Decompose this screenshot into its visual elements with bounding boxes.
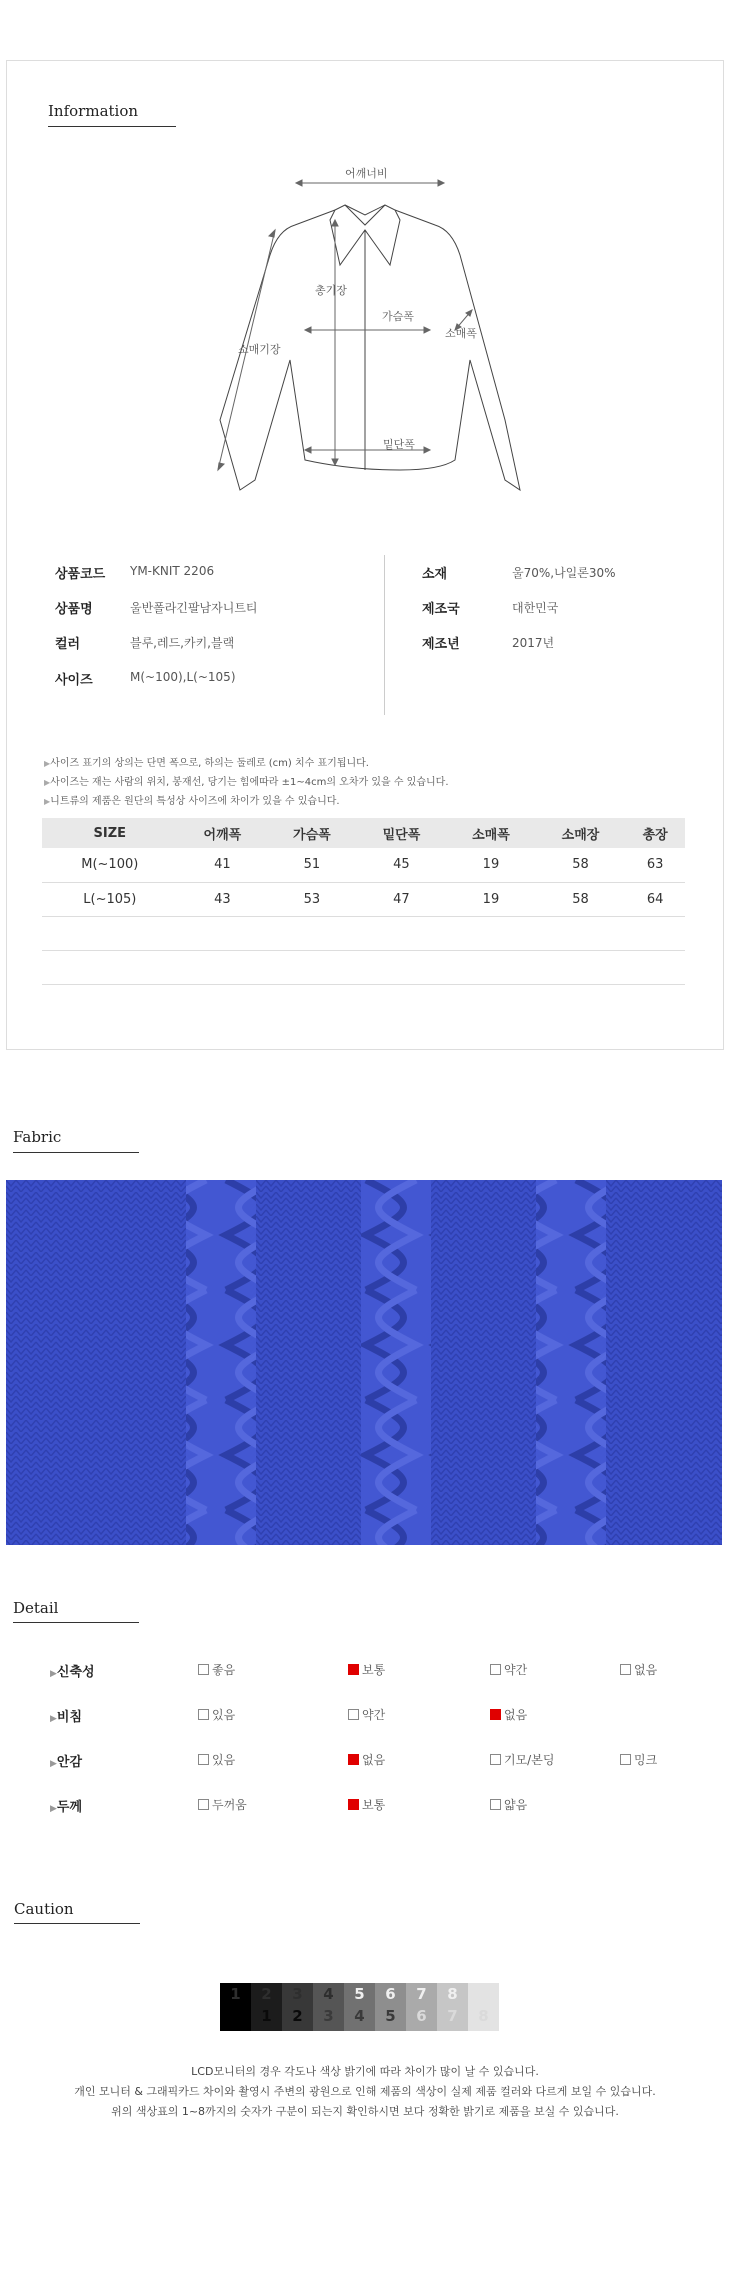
spec-label-code: 상품코드 [55,567,106,582]
caution-text-1: LCD모니터의 경우 각도나 색상 밝기에 따라 차이가 많이 날 수 있습니다. [191,2065,539,2078]
detail-option[interactable]: 두꺼움 [198,1796,247,1813]
brightness-swatch [251,1983,282,2031]
table-cell: 47 [357,882,447,916]
caution-title: Caution [14,1900,74,1918]
swatch-top-number: 4 [323,1985,334,2003]
spec-value-color: 블루,레드,카키,블랙 [130,636,235,650]
brightness-swatch [344,1983,375,2031]
table-cell: 19 [446,848,536,882]
checkbox-checked-icon [490,1709,501,1720]
spec-value-size: M(~100),L(~105) [130,670,236,684]
spec-label-country: 제조국 [422,602,460,617]
swatch-bottom-number: 2 [292,2007,303,2025]
detail-label: ▶ 안감 [50,1751,82,1770]
diagram-sleeve-width-label: 소매폭 [445,327,477,340]
table-row [42,882,685,916]
swatch-top-number: 1 [230,1985,241,2003]
table-cell: 58 [536,848,626,882]
diagram-hem-label: 밑단폭 [383,438,415,451]
spec-divider [384,555,385,715]
fabric-texture-image [6,1180,722,1545]
swatch-top-number: 3 [292,1985,303,2003]
checkbox-icon [198,1709,209,1720]
table-cell: 41 [178,848,268,882]
caution-text-3: 위의 색상표의 1~8까지의 숫자가 구분이 되는지 확인하시면 보다 정확한 밝기로 제품을 보실 수 있습니다. [111,2105,619,2118]
caution-text-2: 개인 모니터 & 그래픽카드 차이와 촬영시 주변의 광원으로 인해 제품의 색상이 실제 제품 컬러와 다르게 보일 수 있습니다. [74,2085,656,2098]
checkbox-icon [490,1799,501,1810]
swatch-bottom-number: 3 [323,2007,334,2025]
swatch-bottom-number: 8 [478,2007,489,2025]
detail-option[interactable]: 얇음 [490,1796,527,1813]
detail-option[interactable]: 없음 [620,1661,657,1678]
spec-value-name: 울반폴라긴팔남자니트티 [130,601,258,615]
diagram-shoulder-label: 어깨너비 [345,167,388,180]
spec-value-country: 대한민국 [512,601,559,615]
brightness-swatch [468,1983,499,2031]
size-table-header: 밑단폭 [357,818,447,848]
caution-title-underline [14,1923,140,1924]
detail-option-selected[interactable]: 보통 [348,1661,385,1678]
size-note-1: ▶ 사이즈 표기의 상의는 단면 폭으로, 하의는 둘레로 (cm) 치수 표기됩니다. [44,754,369,769]
table-cell: 58 [536,882,626,916]
detail-row-elasticity [50,1661,690,1681]
garment-size-diagram [200,160,530,500]
brightness-swatch [313,1983,344,2031]
swatch-top-number: 7 [416,1985,427,2003]
spec-label-name: 상품명 [55,602,93,617]
checkbox-icon [490,1754,501,1765]
checkbox-checked-icon [348,1799,359,1810]
size-table-header: 총장 [625,818,685,848]
checkbox-checked-icon [348,1664,359,1675]
size-note-2: ▶ 사이즈는 재는 사람의 위치, 봉재선, 당기는 힘에따라 ±1~4cm의 오차가 있을 수 있습니다. [44,773,449,788]
swatch-top-number: 2 [261,1985,272,2003]
spec-label-color: 컬러 [55,637,81,652]
brightness-swatch [406,1983,437,2031]
detail-row-sheerness [50,1706,690,1726]
swatch-top-number: 8 [447,1985,458,2003]
swatch-bottom-number: 5 [385,2007,396,2025]
spec-label-size: 사이즈 [55,673,93,688]
checkbox-checked-icon [348,1754,359,1765]
size-table-header: 어깨폭 [178,818,268,848]
size-table-header-row [42,818,685,848]
table-cell: 51 [267,848,357,882]
detail-option-selected[interactable]: 없음 [348,1751,385,1768]
information-title: Information [48,102,139,120]
swatch-bottom-number: 4 [354,2007,365,2025]
table-row-empty [42,916,685,950]
table-cell: 43 [178,882,268,916]
checkbox-icon [490,1664,501,1675]
size-table-header: SIZE [42,818,178,848]
diagram-total-length-label: 총기장 [315,284,347,297]
fabric-title: Fabric [13,1128,62,1146]
fabric-title-underline [13,1152,139,1153]
size-note-3: ▶ 니트류의 제품은 원단의 특성상 사이즈에 차이가 있을 수 있습니다. [44,792,340,807]
detail-row-thickness [50,1796,690,1816]
brightness-swatch [437,1983,468,2031]
size-table-header: 소매폭 [446,818,536,848]
detail-row-lining [50,1751,690,1771]
spec-label-material: 소재 [422,567,448,582]
checkbox-icon [348,1709,359,1720]
checkbox-icon [620,1664,631,1675]
table-cell: 64 [625,882,685,916]
detail-option[interactable]: 밍크 [620,1751,657,1768]
checkbox-icon [198,1754,209,1765]
checkbox-icon [198,1799,209,1810]
table-cell: 63 [625,848,685,882]
swatch-bottom-number: 7 [447,2007,458,2025]
detail-label: ▶ 비침 [50,1706,82,1725]
table-row [42,848,685,882]
table-cell: L(~105) [42,882,178,916]
information-title-underline [48,126,176,127]
spec-label-year: 제조년 [422,637,460,652]
size-table [42,818,685,985]
table-cell: M(~100) [42,848,178,882]
swatch-bottom-number: 6 [416,2007,427,2025]
brightness-swatch [282,1983,313,2031]
swatch-top-number: 5 [354,1985,365,2003]
brightness-swatch [375,1983,406,2031]
detail-option-selected[interactable]: 없음 [490,1706,527,1723]
table-cell: 45 [357,848,447,882]
detail-option-selected[interactable]: 보통 [348,1796,385,1813]
swatch-bottom-number: 1 [261,2007,272,2025]
checkbox-icon [198,1664,209,1675]
detail-title: Detail [13,1599,59,1617]
table-row-empty [42,950,685,984]
detail-label: ▶ 신축성 [50,1661,95,1680]
brightness-swatch [220,1983,251,2031]
detail-option[interactable]: 좋음 [198,1661,235,1678]
spec-value-material: 울70%,나일론30% [512,566,616,580]
detail-option[interactable]: 약간 [490,1661,527,1678]
size-table-header: 가슴폭 [267,818,357,848]
swatch-top-number: 6 [385,1985,396,2003]
checkbox-icon [620,1754,631,1765]
diagram-chest-label: 가슴폭 [382,310,414,323]
size-table-header: 소매장 [536,818,626,848]
diagram-sleeve-length-label: 소매기장 [238,343,281,356]
detail-label: ▶ 두께 [50,1796,82,1815]
detail-option[interactable]: 기모/본딩 [490,1751,554,1768]
table-cell: 53 [267,882,357,916]
table-cell: 19 [446,882,536,916]
detail-option[interactable]: 있음 [198,1706,235,1723]
detail-option[interactable]: 있음 [198,1751,235,1768]
detail-option[interactable]: 약간 [348,1706,385,1723]
detail-title-underline [13,1622,139,1623]
spec-value-year: 2017년 [512,636,555,650]
spec-value-code: YM-KNIT 2206 [130,564,215,578]
